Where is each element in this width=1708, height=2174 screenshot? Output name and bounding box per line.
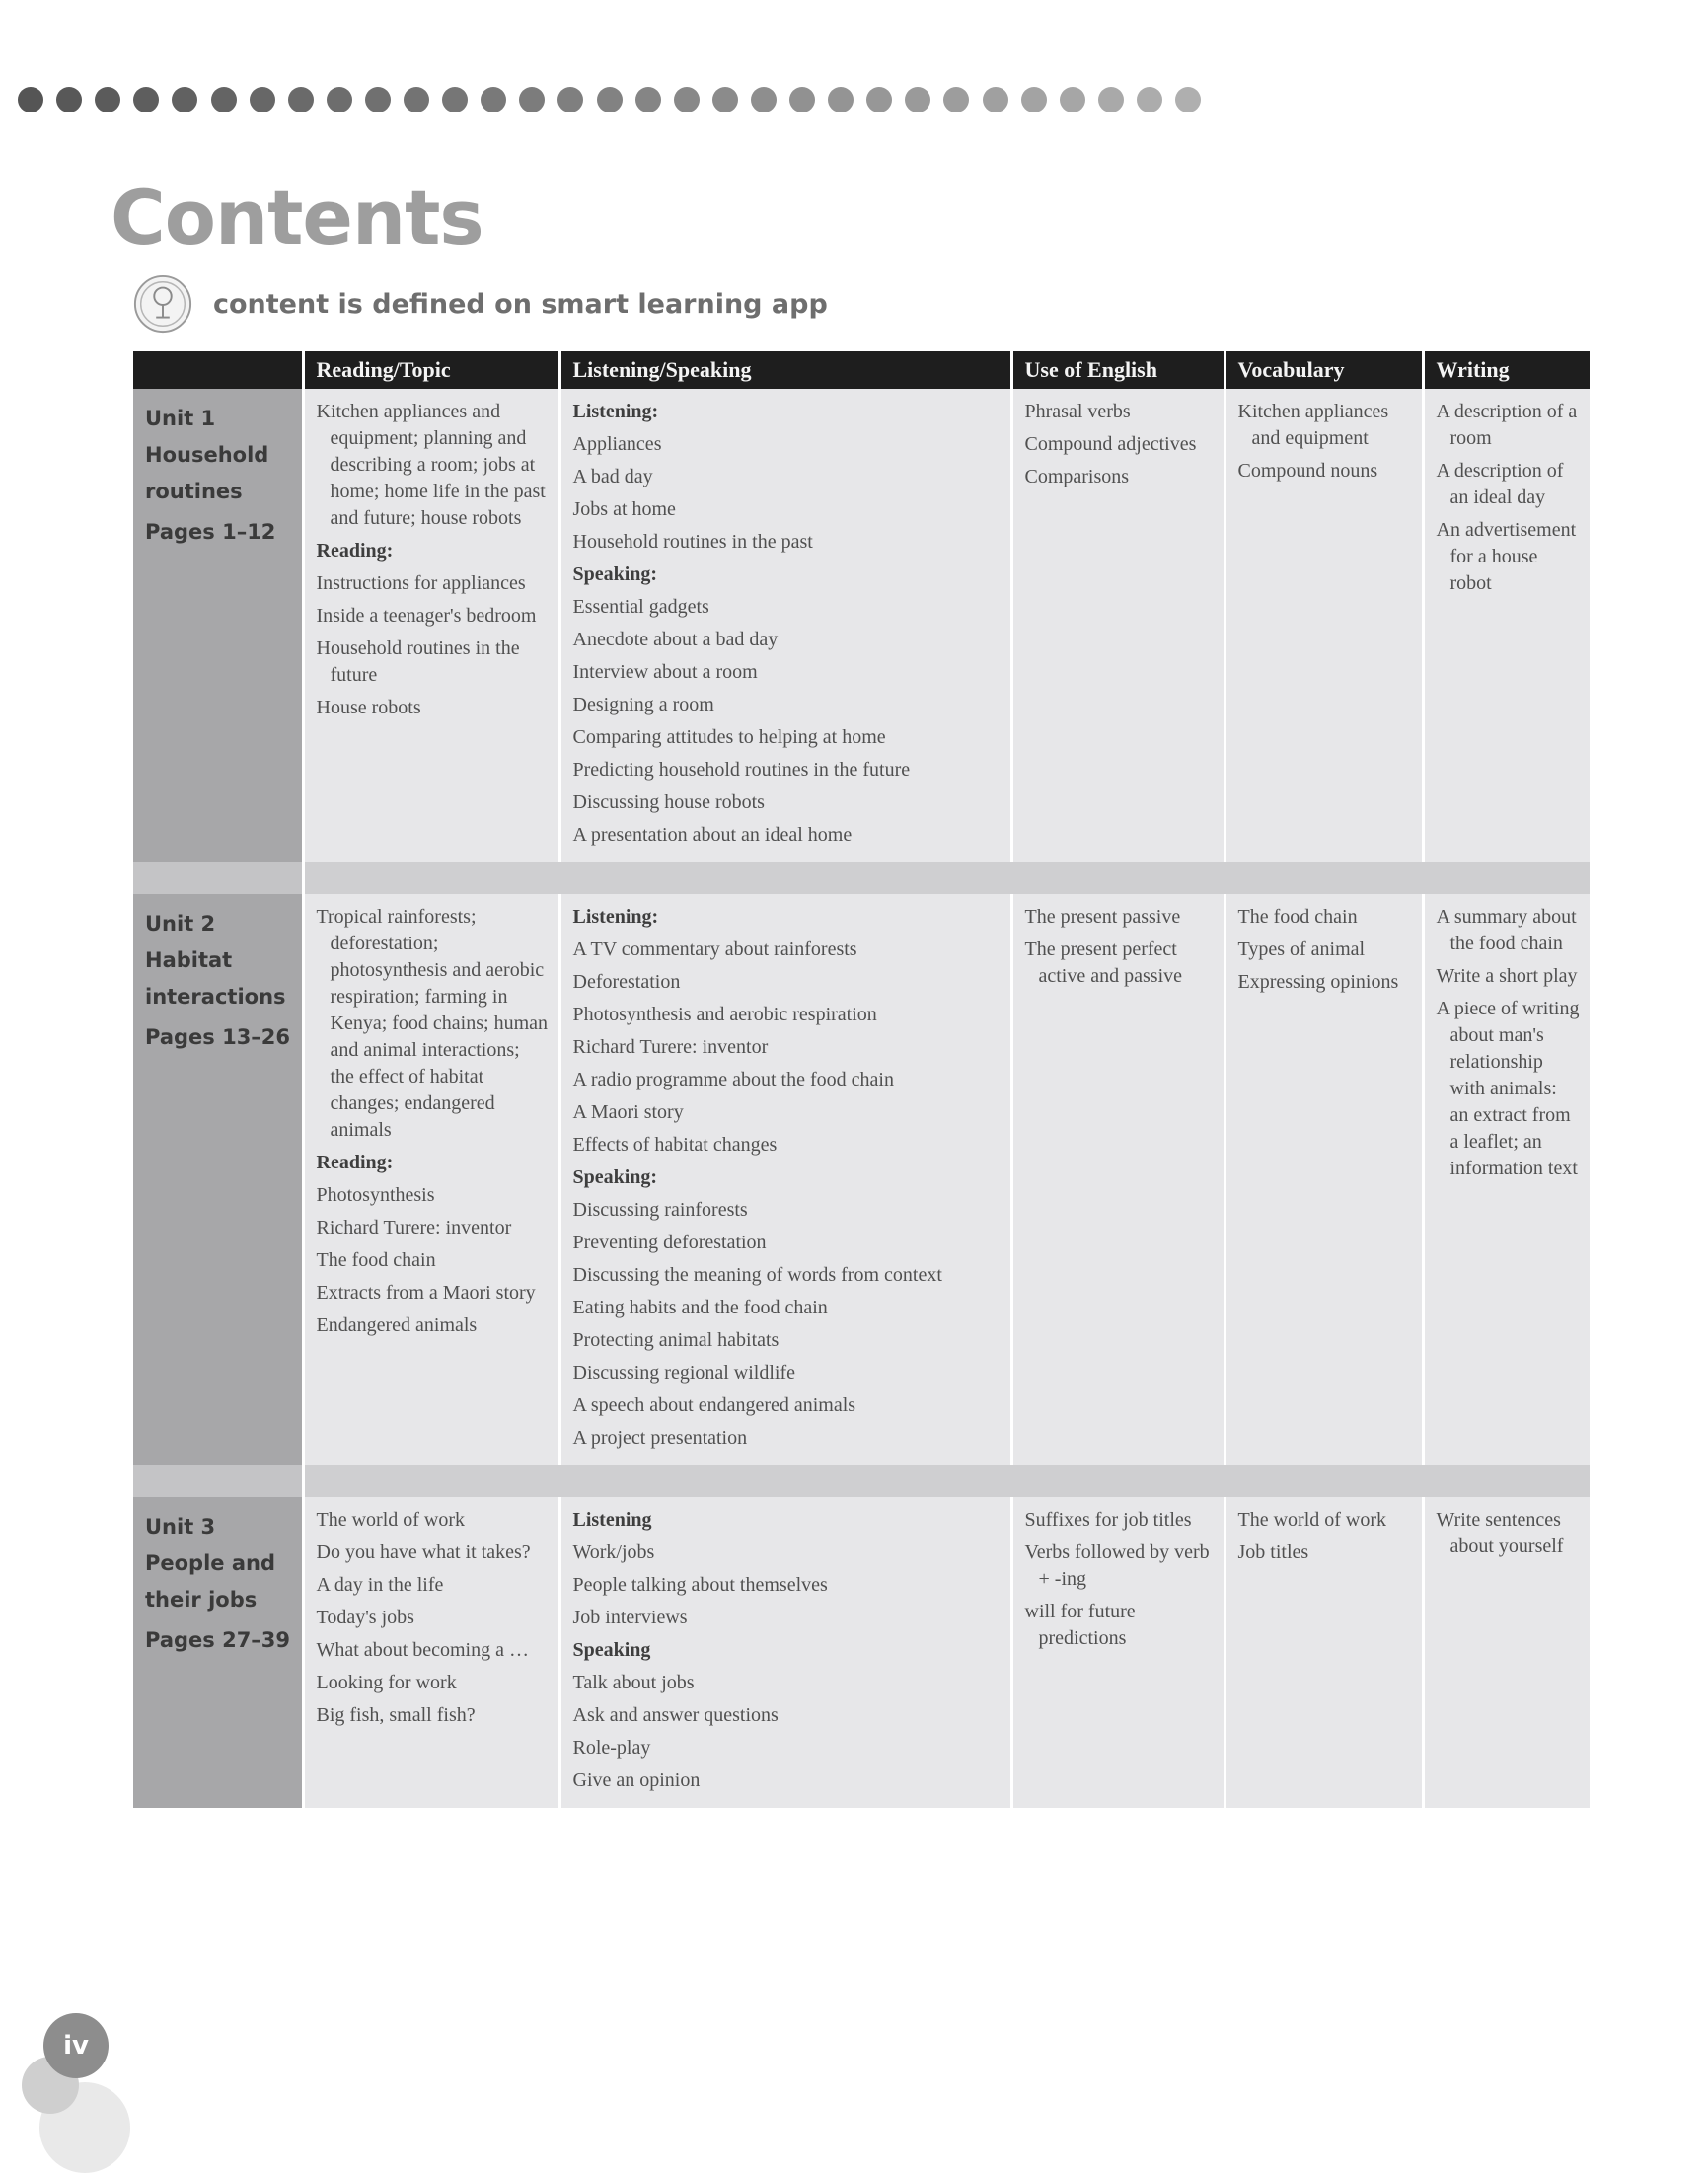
decorative-dot [635, 87, 661, 112]
section-heading: Speaking: [572, 1166, 658, 1188]
list-item: Protecting animal habitats [572, 1329, 780, 1351]
list-item: Today's jobs [316, 1607, 414, 1628]
section-heading: Listening: [572, 401, 659, 422]
listening-speaking-list [573, 399, 1001, 849]
use-of-english-list [1025, 399, 1214, 490]
unit-title: People and [145, 1551, 275, 1575]
list-item: People talking about themselves [572, 1574, 828, 1596]
list-item: Predicting household routines in the future [572, 759, 911, 781]
section-heading: Reading: [316, 1152, 394, 1173]
vocabulary-list [1238, 1507, 1412, 1566]
unit-pages: Pages 27–39 [145, 1628, 291, 1652]
table-header-row [133, 351, 1590, 389]
list-item: Work/jobs [572, 1541, 655, 1563]
cell-use-of-english [1011, 389, 1225, 862]
list-item: Job interviews [572, 1607, 688, 1628]
section-heading: Speaking: [572, 563, 658, 585]
list-item: Write a short play [1436, 965, 1578, 987]
list-item: Essential gadgets [572, 596, 709, 618]
list-item: Write sentences about yourself [1436, 1509, 1564, 1557]
decorative-dot [597, 87, 623, 112]
unit-cell [133, 1497, 303, 1808]
decorative-dot [866, 87, 892, 112]
list-item: A TV commentary about rainforests [572, 938, 857, 960]
page-number: iv [43, 2013, 109, 2078]
reading-topic-list [317, 399, 549, 721]
list-item: Talk about jobs [572, 1672, 695, 1693]
reading-topic-list [317, 904, 549, 1339]
vocabulary-list [1238, 399, 1412, 485]
list-item: Kitchen appliances and equipment [1237, 401, 1389, 449]
decorative-dot [557, 87, 583, 112]
list-item: Endangered animals [316, 1314, 478, 1336]
list-item: Verbs followed by verb + -ing [1024, 1541, 1210, 1590]
list-item: The food chain [1237, 906, 1358, 928]
list-item: Extracts from a Maori story [316, 1282, 536, 1304]
cell-listening-speaking [559, 389, 1011, 862]
list-item: Deforestation [572, 971, 681, 993]
list-item: Expressing opinions [1237, 971, 1399, 993]
decorative-dot [905, 87, 930, 112]
list-item: Instructions for appliances [316, 572, 526, 594]
list-item: Tropical rainforests; deforestation; photosynthesis and aerobic respiration; farming in Kenya; food chains; human and animal interactions; the effect of habitat changes; endangered animals [316, 906, 548, 1141]
decorative-dot [365, 87, 391, 112]
page-number-badge [0, 1993, 158, 2174]
writing-list [1437, 1507, 1581, 1560]
section-heading: Listening [572, 1509, 652, 1531]
decorative-dot [1060, 87, 1085, 112]
decorative-dot [519, 87, 545, 112]
cell-listening-speaking [559, 1497, 1011, 1808]
header-listening-speaking: Listening/Speaking [559, 351, 1011, 389]
list-item: Comparisons [1024, 466, 1130, 487]
header-vocabulary: Vocabulary [1225, 351, 1423, 389]
decorative-dot [211, 87, 237, 112]
decorative-dot [288, 87, 314, 112]
list-item: Do you have what it takes? [316, 1541, 531, 1563]
list-item: Eating habits and the food chain [572, 1297, 828, 1318]
cell-writing [1423, 894, 1590, 1465]
cell-vocabulary [1225, 894, 1423, 1465]
cell-writing [1423, 389, 1590, 862]
decorative-dot [250, 87, 275, 112]
list-item: House robots [316, 697, 421, 718]
contents-table-body [133, 389, 1590, 1808]
unit-title: their jobs [145, 1588, 258, 1612]
list-item: The present passive [1024, 906, 1181, 928]
list-item: What about becoming a … [316, 1639, 529, 1661]
listening-speaking-list [573, 1507, 1001, 1794]
decorative-dot [751, 87, 777, 112]
list-item: Give an opinion [572, 1769, 701, 1791]
decorative-dot [172, 87, 197, 112]
unit-number: Unit 2 [145, 912, 216, 936]
unit-number: Unit 1 [145, 407, 216, 430]
writing-list [1437, 904, 1581, 1182]
reading-topic-list [317, 1507, 549, 1729]
cell-listening-speaking [559, 894, 1011, 1465]
decorative-dot [943, 87, 969, 112]
decorative-dot [481, 87, 506, 112]
unit-cell [133, 389, 303, 862]
section-heading: Reading: [316, 540, 394, 562]
list-item: Big fish, small fish? [316, 1704, 476, 1726]
list-item: Jobs at home [572, 498, 676, 520]
list-item: A day in the life [316, 1574, 444, 1596]
list-item: A project presentation [572, 1427, 748, 1449]
list-item: A description of an ideal day [1436, 460, 1564, 508]
decorative-dot [828, 87, 854, 112]
decorative-dot [712, 87, 738, 112]
list-item: A bad day [572, 466, 653, 487]
cell-use-of-english [1011, 894, 1225, 1465]
list-item: The food chain [316, 1249, 436, 1271]
header-reading-topic: Reading/Topic [303, 351, 559, 389]
list-item: An advertisement for a house robot [1436, 519, 1577, 594]
table-row [133, 1497, 1590, 1808]
list-item: Household routines in the future [316, 637, 520, 686]
section-heading: Listening: [572, 906, 659, 928]
unit-separator-row [133, 1465, 1590, 1497]
decorative-dot [133, 87, 159, 112]
header-use-of-english: Use of English [1011, 351, 1225, 389]
list-item: Richard Turere: inventor [316, 1217, 512, 1238]
list-item: Household routines in the past [572, 531, 813, 553]
list-item: Preventing deforestation [572, 1232, 767, 1253]
list-item: Job titles [1237, 1541, 1309, 1563]
list-item: Looking for work [316, 1672, 457, 1693]
decorative-dot-border [18, 87, 1705, 116]
list-item: A presentation about an ideal home [572, 824, 853, 846]
list-item: Effects of habitat changes [572, 1134, 778, 1156]
list-item: Ask and answer questions [572, 1704, 779, 1726]
smart-app-note [132, 272, 828, 336]
list-item: Compound adjectives [1024, 433, 1197, 455]
use-of-english-list [1025, 1507, 1214, 1652]
list-item: Discussing house robots [572, 791, 765, 813]
list-item: Discussing the meaning of words from context [572, 1264, 942, 1286]
decorative-dot [327, 87, 352, 112]
list-item: A Maori story [572, 1101, 684, 1123]
decorative-dot [1098, 87, 1124, 112]
list-item: Comparing attitudes to helping at home [572, 726, 886, 748]
header-writing: Writing [1423, 351, 1590, 389]
list-item: The world of work [316, 1509, 466, 1531]
unit-number: Unit 3 [145, 1515, 216, 1538]
cell-use-of-english [1011, 1497, 1225, 1808]
decorative-dot [56, 87, 82, 112]
table-row [133, 894, 1590, 1465]
list-item: Appliances [572, 433, 662, 455]
list-item: Photosynthesis [316, 1184, 435, 1206]
list-item: Kitchen appliances and equipment; planning and describing a room; jobs at home; home life in the past and future; house robots [316, 401, 546, 529]
unit-pages: Pages 13–26 [145, 1025, 291, 1049]
decorative-dot [789, 87, 815, 112]
cell-reading-topic [303, 894, 559, 1465]
cell-reading-topic [303, 1497, 559, 1808]
contents-table [133, 351, 1590, 1808]
list-item: Role-play [572, 1737, 651, 1759]
list-item: Photosynthesis and aerobic respiration [572, 1004, 877, 1025]
list-item: Inside a teenager's bedroom [316, 605, 537, 627]
list-item: Suffixes for job titles [1024, 1509, 1192, 1531]
smart-learning-seal-icon [132, 273, 193, 335]
list-item: will for future predictions [1024, 1601, 1136, 1649]
list-item: Phrasal verbs [1024, 401, 1131, 422]
unit-title: routines [145, 480, 243, 503]
list-item: Discussing rainforests [572, 1199, 748, 1221]
list-item: Compound nouns [1237, 460, 1378, 482]
smart-app-note-text: content is defined on smart learning app [213, 288, 828, 320]
cell-vocabulary [1225, 389, 1423, 862]
unit-title: Habitat [145, 948, 233, 972]
unit-pages: Pages 1–12 [145, 520, 276, 544]
list-item: Types of animal [1237, 938, 1366, 960]
list-item: A speech about endangered animals [572, 1394, 856, 1416]
decorative-dot [95, 87, 120, 112]
use-of-english-list [1025, 904, 1214, 990]
decorative-dot [1021, 87, 1047, 112]
decorative-dot [442, 87, 468, 112]
list-item: The world of work [1237, 1509, 1387, 1531]
header-unit [133, 351, 303, 389]
decorative-dot [1137, 87, 1162, 112]
cell-writing [1423, 1497, 1590, 1808]
decorative-dot [674, 87, 700, 112]
table-row [133, 389, 1590, 862]
list-item: The present perfect active and passive [1024, 938, 1182, 987]
list-item: A summary about the food chain [1436, 906, 1577, 954]
list-item: A description of a room [1436, 401, 1578, 449]
unit-cell [133, 894, 303, 1465]
list-item: Anecdote about a bad day [572, 629, 779, 650]
page-title: Contents [111, 174, 483, 262]
list-item: Designing a room [572, 694, 714, 715]
section-heading: Speaking [572, 1639, 651, 1661]
list-item: A piece of writing about man's relationship with animals: an extract from a leaflet; an information text [1436, 998, 1580, 1179]
list-item: Discussing regional wildlife [572, 1362, 796, 1384]
list-item: A radio programme about the food chain [572, 1069, 894, 1090]
unit-title: interactions [145, 985, 286, 1009]
writing-list [1437, 399, 1581, 597]
listening-speaking-list [573, 904, 1001, 1452]
unit-title: Household [145, 443, 269, 467]
list-item: Richard Turere: inventor [572, 1036, 769, 1058]
decorative-dot [18, 87, 43, 112]
cell-reading-topic [303, 389, 559, 862]
unit-separator-row [133, 862, 1590, 894]
decorative-dot [983, 87, 1008, 112]
cell-vocabulary [1225, 1497, 1423, 1808]
decorative-dot [404, 87, 429, 112]
list-item: Interview about a room [572, 661, 758, 683]
decorative-dot [1175, 87, 1201, 112]
vocabulary-list [1238, 904, 1412, 996]
